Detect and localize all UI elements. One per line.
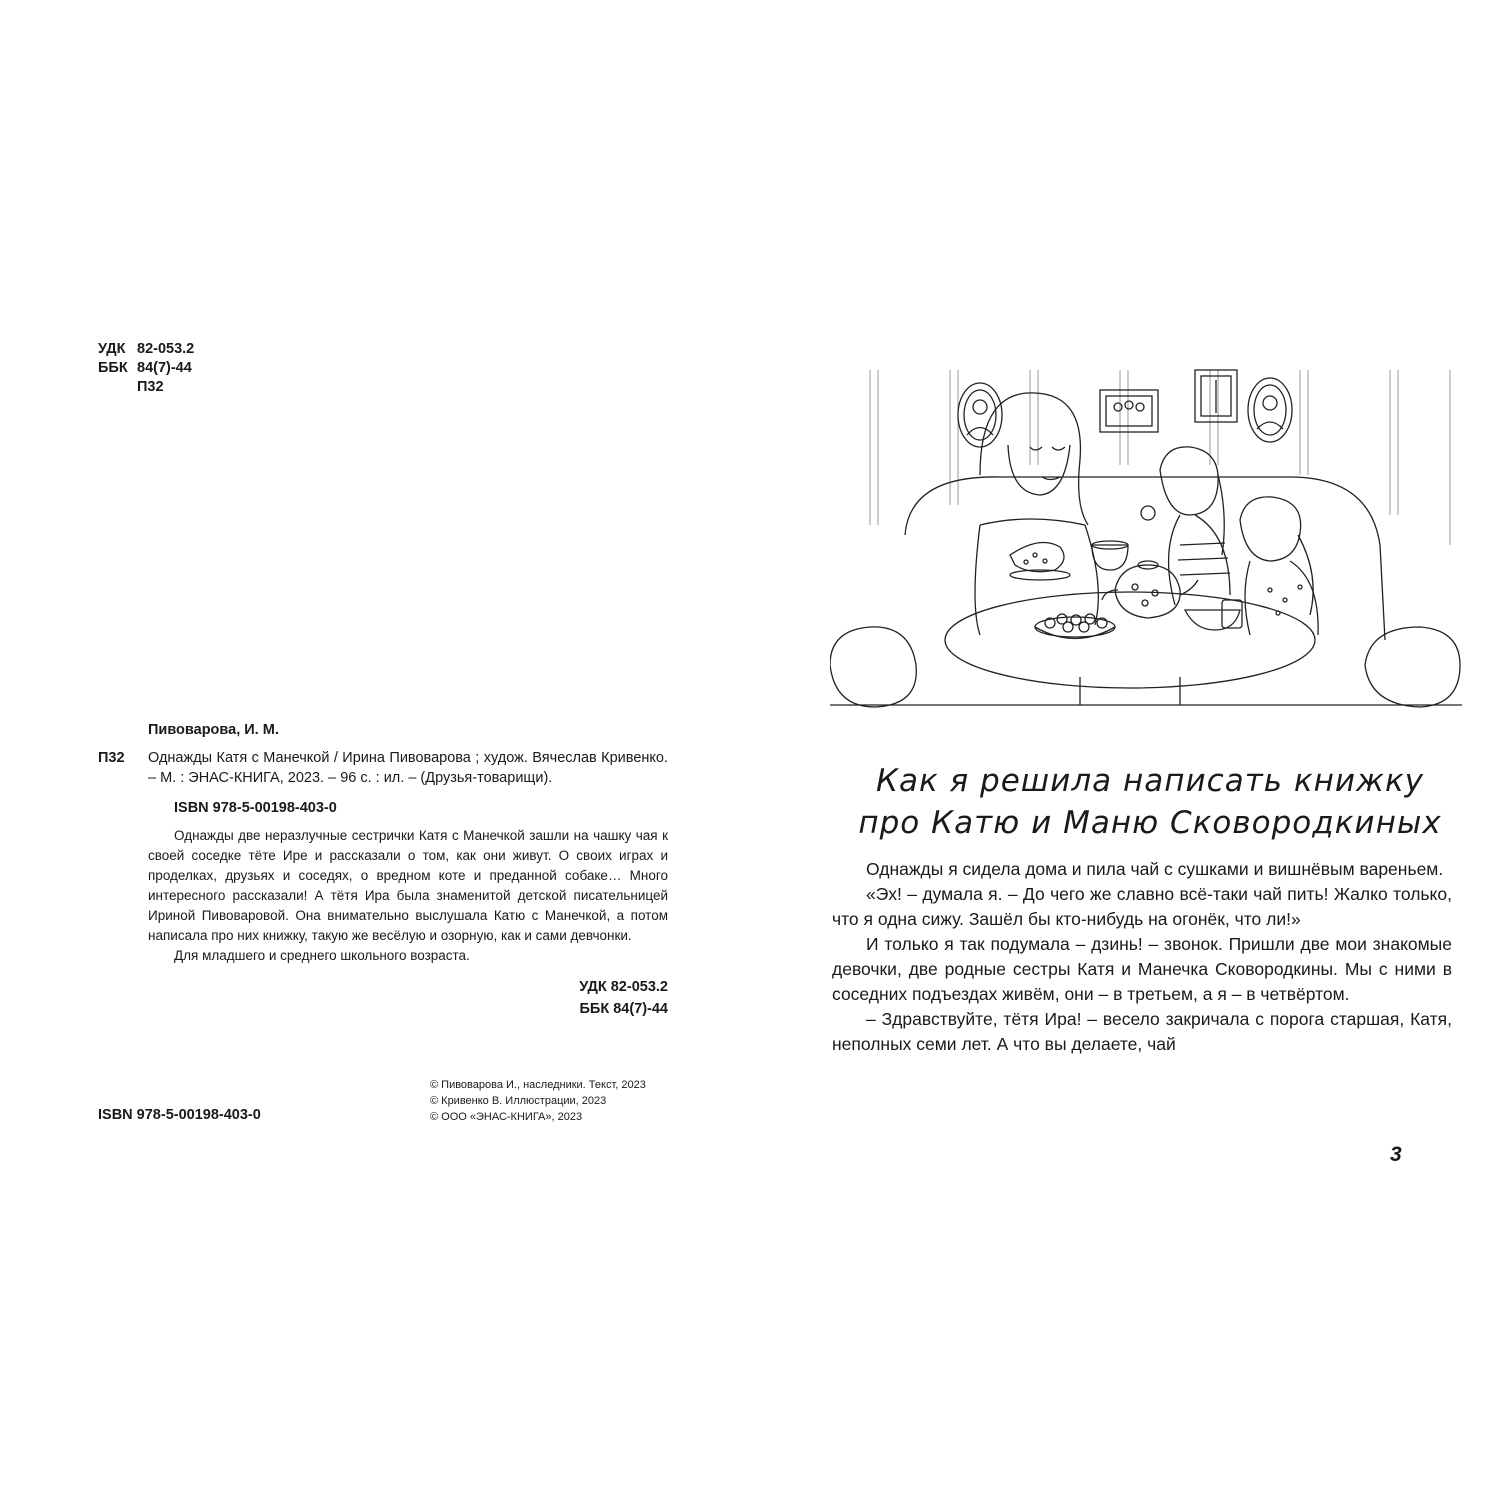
- udk-code: УДК 82-053.2: [98, 341, 195, 357]
- classification-codes-bottom: [98, 976, 668, 1020]
- bibliographic-record: [98, 720, 668, 1020]
- right-page: [750, 0, 1500, 1500]
- isbn-bottom: ISBN 978-5-00198-403-0: [98, 1107, 261, 1123]
- classification-codes: [98, 340, 194, 397]
- entry-text: Однажды Катя с Манечкой / Ирина Пивоварова ; худож. Вячеслав Кривенко. – М. : ЭНАС-КНИГА, 2023. – 96 с. : ил. – (Друзья-товарищи).: [148, 750, 668, 786]
- chapter-title-line: Как я решила написать книжку: [875, 763, 1425, 799]
- bbk-code: ББК 84(7)-44: [98, 360, 192, 376]
- tea-party-illustration: [830, 365, 1462, 710]
- chapter-title-line: про Катю и Маню Сковородкиных: [858, 805, 1442, 841]
- bbk-code-bottom: ББК 84(7)-44: [579, 1001, 668, 1017]
- isbn: ISBN 978-5-00198-403-0: [174, 800, 337, 816]
- chapter-text: [832, 857, 1452, 1057]
- copyright-line: © Пивоварова И., наследники. Текст, 2023: [430, 1079, 646, 1091]
- author-mark: П32: [137, 379, 164, 395]
- chapter-title: [830, 760, 1470, 844]
- abstract-paragraph: Однажды две неразлучные сестрички Катя с Манечкой зашли на чашку чая к своей соседке тёте Ире и рассказали о том, как они живут. О своих играх и проделках, друзьях и соседях, о вредном коте и преданной собаке… Много интересного рассказали! А тётя Ира была знаменитой детской писательницей Ириной Пивоваровой. Она внимательно выслушала Катю с Манечкой, а потом написала про них книжку, такую же весёлую и озорную, как и сами девчонки.: [148, 828, 668, 943]
- copyright-notices: [430, 1077, 646, 1125]
- udk-code-bottom: УДК 82-053.2: [579, 979, 668, 995]
- abstract: [98, 826, 668, 966]
- paragraph: – Здравствуйте, тётя Ира! – весело закричала с порога старшая, Катя, неполных семи лет. А что вы делаете, чай: [832, 1009, 1452, 1054]
- copyright-line: © ООО «ЭНАС-КНИГА», 2023: [430, 1111, 583, 1123]
- age-note: Для младшего и среднего школьного возраста.: [174, 948, 470, 963]
- paragraph: Однажды я сидела дома и пила чай с сушками и вишнёвым вареньем.: [866, 859, 1444, 879]
- page-number: 3: [1390, 1143, 1402, 1166]
- paragraph: «Эх! – думала я. – До чего же славно всё-таки чай пить! Жалко только, что я одна сижу. Зашёл бы кто-нибудь на огонёк, что ли!»: [832, 884, 1452, 929]
- entry-code: П32: [98, 750, 125, 766]
- copyright-line: © Кривенко В. Иллюстрации, 2023: [430, 1095, 607, 1107]
- author-heading: Пивоварова, И. М.: [148, 722, 279, 738]
- paragraph: И только я так подумала – дзинь! – звонок. Пришли две мои знакомые девочки, две родные сестры Катя и Манечка Сковородкины. Мы с ними в соседних подъездах живём, они – в третьем, а я – в четвёртом.: [832, 934, 1452, 1004]
- bibliographic-entry: [98, 748, 668, 788]
